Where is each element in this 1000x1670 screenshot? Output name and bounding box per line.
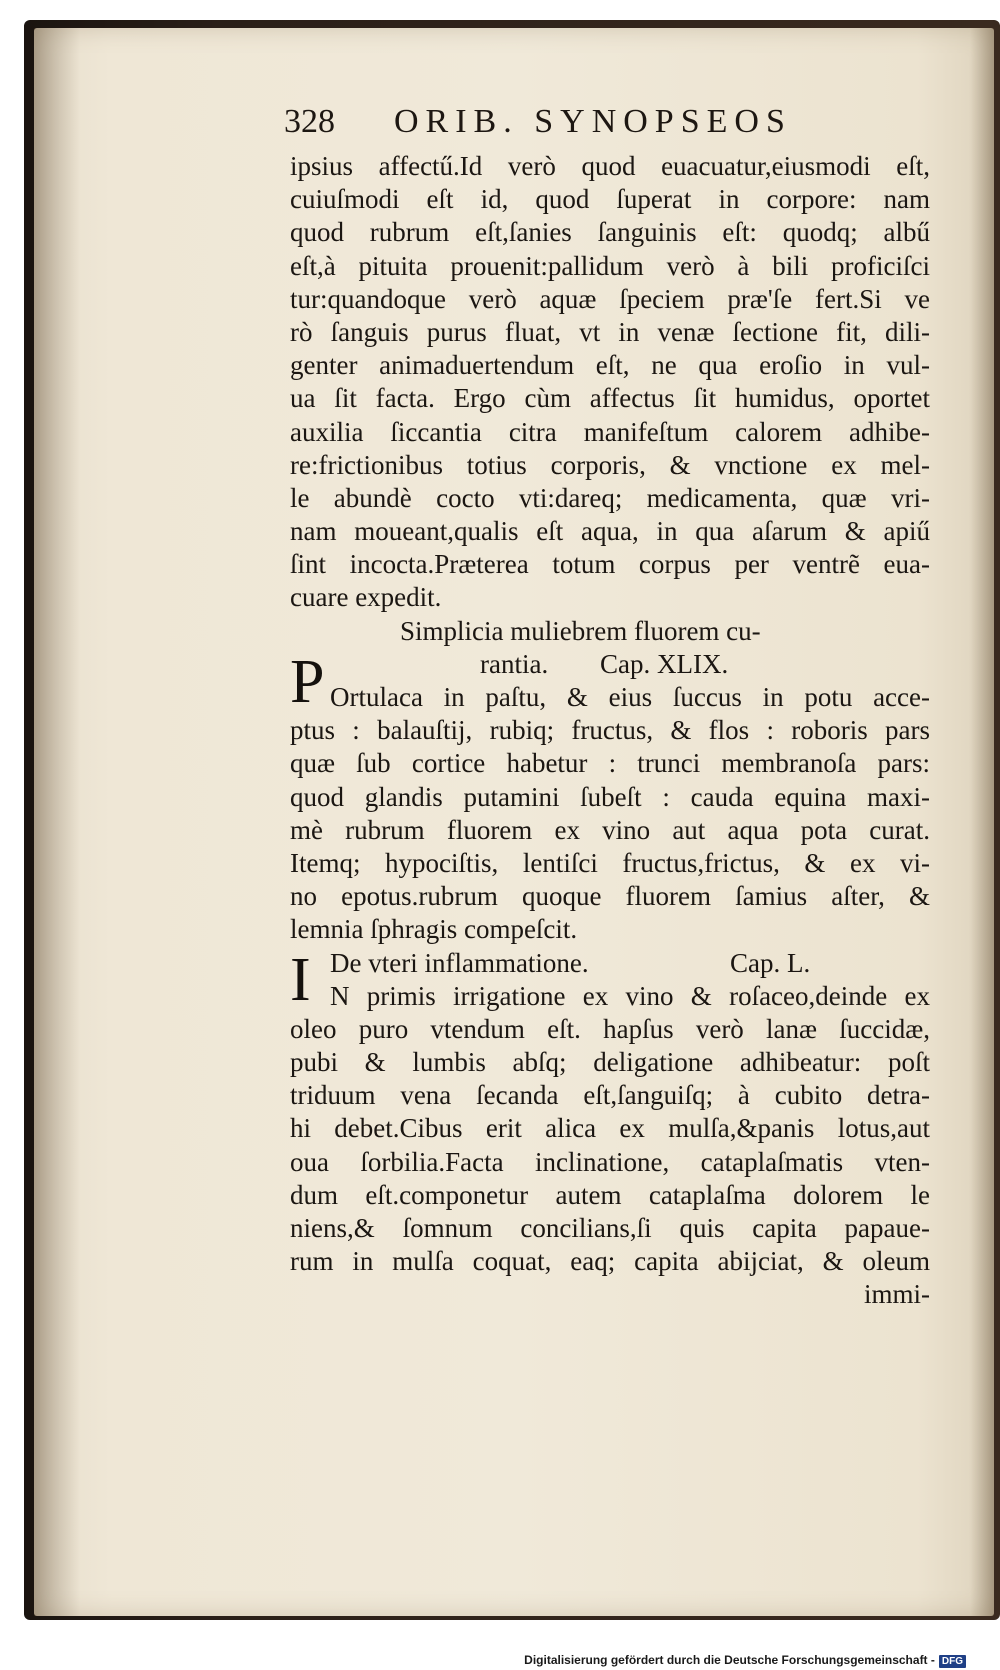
text-line: oleo puro vtendum eſt. hapſus verò lanæ ſuccidæ, bbox=[290, 1013, 930, 1044]
paragraph-end-line: cuare expedit. bbox=[290, 582, 442, 613]
text-line: N primis irrigatione ex vino & roſaceo,deinde ex bbox=[330, 980, 930, 1011]
text-line: quod glandis putamini ſubeſt : cauda equina maxi- bbox=[290, 781, 930, 812]
running-head bbox=[284, 103, 854, 151]
text-line: ſint incocta.Præterea totum corpus per ventrẽ eua- bbox=[290, 549, 930, 580]
chapter-number: Cap. L. bbox=[730, 947, 811, 978]
text-line: nam moueant,qualis eſt aqua, in qua aſarum & apiű bbox=[290, 516, 930, 547]
text-block bbox=[290, 150, 930, 1312]
text-line: Ortulaca in paſtu, & eius ſuccus in potu acce- bbox=[330, 682, 930, 712]
gutter-shadow bbox=[34, 28, 80, 1616]
text-line: le abundè cocto vti:dareq; medicamenta, quæ vri- bbox=[290, 482, 930, 513]
chapter-heading-xlix bbox=[290, 615, 930, 648]
drop-capital: P bbox=[290, 648, 325, 716]
chapter-title-line-1: Simplicia muliebrem fluorem cu- bbox=[400, 615, 761, 646]
chapter-title-line-2: rantia. bbox=[480, 648, 549, 679]
text-line: quæ ſub cortice habetur : trunci membranoſa pars: bbox=[290, 748, 930, 779]
page-number: 328 bbox=[284, 103, 335, 140]
text-line: rò ſanguis purus fluat, vt in venæ ſectione fit, dili- bbox=[290, 316, 930, 347]
text-line: triduum vena ſecanda eſt,ſanguiſq; à cubito detra- bbox=[290, 1080, 930, 1111]
catchword: immi- bbox=[864, 1279, 930, 1310]
text-line: no epotus.rubrum quoque fluorem ſamius aſter, & bbox=[290, 881, 930, 912]
text-line: re:frictionibus totius corporis, & vnctione ex mel- bbox=[290, 449, 930, 480]
chapter-title: De vteri inflammatione. bbox=[330, 947, 589, 978]
text-line: ua ſit facta. Ergo cùm affectus ſit humidus, oportet bbox=[290, 383, 930, 414]
text-line: mè rubrum fluorem ex vino aut aqua pota curat. bbox=[290, 814, 930, 845]
text-line: Itemq; hypociſtis, lentiſci fructus,frictus, & ex vi- bbox=[290, 847, 930, 878]
dfg-logo: DFG bbox=[939, 1655, 966, 1668]
text-line: hi debet.Cibus erit alica ex mulſa,&panis lotus,aut bbox=[290, 1113, 930, 1144]
text-line: oua ſorbilia.Facta inclinatione, cataplaſmatis vten- bbox=[290, 1146, 930, 1177]
digitization-credit bbox=[524, 1653, 966, 1668]
text-line: pubi & lumbis abſq; deligatione adhibeatur: poſt bbox=[290, 1047, 930, 1078]
text-line: tur:quandoque verò aquæ ſpeciem præ'ſe fert.Si ve bbox=[290, 283, 930, 314]
text-line: niens,& ſomnum concilians,ſi quis capita papaue- bbox=[290, 1213, 930, 1243]
credit-text: Digitalisierung gefördert durch die Deutsche Forschungsgemeinschaft - bbox=[524, 1653, 935, 1667]
running-title: ORIB. SYNOPSEOS bbox=[394, 103, 792, 140]
paragraph-end-line: lemnia ſphragis compeſcit. bbox=[290, 914, 578, 945]
text-line: ipsius affectű.Id verò quod euacuatur,eiusmodi eſt, bbox=[290, 151, 930, 181]
text-line: quod rubrum eſt,ſanies ſanguinis eſt: quodq; albű bbox=[290, 217, 930, 248]
page-edge-shadow bbox=[970, 28, 994, 1616]
text-line: dum eſt.componetur autem cataplaſma dolorem le bbox=[290, 1179, 930, 1210]
text-line: auxilia ſiccantia citra manifeſtum calorem adhibe- bbox=[290, 416, 930, 447]
paragraph-first-line bbox=[290, 980, 930, 1013]
text-line: cuiuſmodi eſt id, quod ſuperat in corpore: nam bbox=[290, 184, 930, 215]
text-line: rum in mulſa coquat, eaq; capita abijciat, & oleum bbox=[290, 1246, 930, 1277]
text-line: genter animaduertendum eſt, ne qua eroſio in vul- bbox=[290, 350, 930, 381]
chapter-number: Cap. XLIX. bbox=[600, 648, 729, 679]
chapter-heading-xlix-cont bbox=[290, 648, 930, 681]
drop-capital: I bbox=[290, 945, 311, 1014]
text-line: eſt,à pituita prouenit:pallidum verò à bili proficiſci bbox=[290, 250, 930, 281]
text-line: ptus : balauſtij, rubiq; fructus, & flos : roboris pars bbox=[290, 715, 930, 746]
